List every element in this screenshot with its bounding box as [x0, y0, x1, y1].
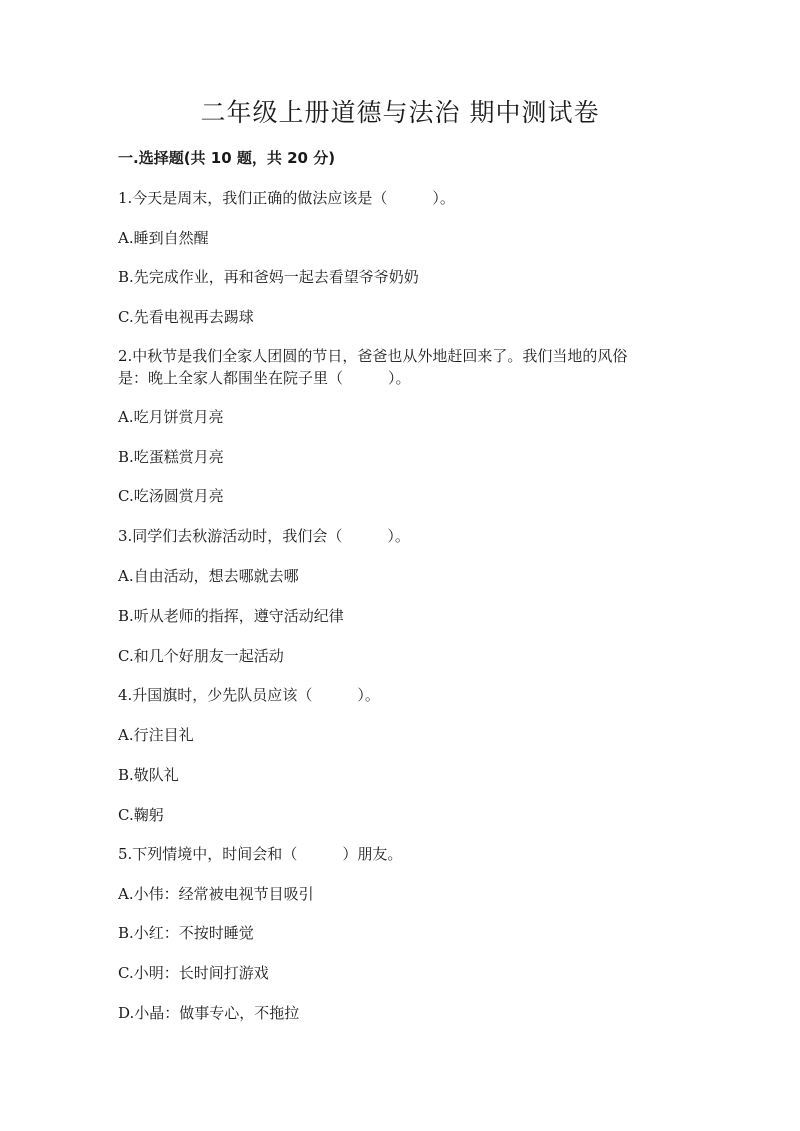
question-2-stem-line-1: 2.中秋节是我们全家人团圆的节日，爸爸也从外地赶回来了。我们当地的风俗	[118, 347, 628, 365]
question-1-option-b: B.先完成作业，再和爸妈一起去看望爷爷奶奶	[118, 268, 419, 286]
section-heading: 一.选择题(共 10 题，共 20 分)	[118, 149, 336, 167]
question-5-option-a: A.小伟：经常被电视节目吸引	[118, 885, 314, 903]
question-5-stem: 5.下列情境中，时间会和（ ）朋友。	[118, 845, 403, 863]
question-2-stem-line-2: 是：晚上全家人都围坐在院子里（ ）。	[118, 369, 411, 387]
question-3-option-a: A.自由活动，想去哪就去哪	[118, 567, 299, 585]
question-5-option-b: B.小红：不按时睡觉	[118, 924, 254, 942]
question-2-option-b: B.吃蛋糕赏月亮	[118, 448, 224, 466]
question-1-option-a: A.睡到自然醒	[118, 229, 209, 247]
question-2-option-c: C.吃汤圆赏月亮	[118, 487, 224, 505]
question-5-option-c: C.小明：长时间打游戏	[118, 964, 269, 982]
question-5-option-d: D.小晶：做事专心，不拖拉	[118, 1004, 300, 1022]
question-4-stem: 4.升国旗时，少先队员应该（ ）。	[118, 686, 380, 704]
question-1-stem: 1.今天是周末，我们正确的做法应该是（ ）。	[118, 189, 455, 207]
page-title: 二年级上册道德与法治 期中测试卷	[200, 98, 600, 127]
question-3-option-b: B.听从老师的指挥，遵守活动纪律	[118, 607, 344, 625]
question-4-option-c: C.鞠躬	[118, 806, 164, 824]
question-1-option-c: C.先看电视再去踢球	[118, 308, 254, 326]
question-4-option-b: B.敬队礼	[118, 766, 179, 784]
question-3-stem: 3.同学们去秋游活动时，我们会（ ）。	[118, 527, 410, 545]
question-2-option-a: A.吃月饼赏月亮	[118, 408, 224, 426]
question-4-option-a: A.行注目礼	[118, 726, 194, 744]
question-3-option-c: C.和几个好朋友一起活动	[118, 647, 284, 665]
